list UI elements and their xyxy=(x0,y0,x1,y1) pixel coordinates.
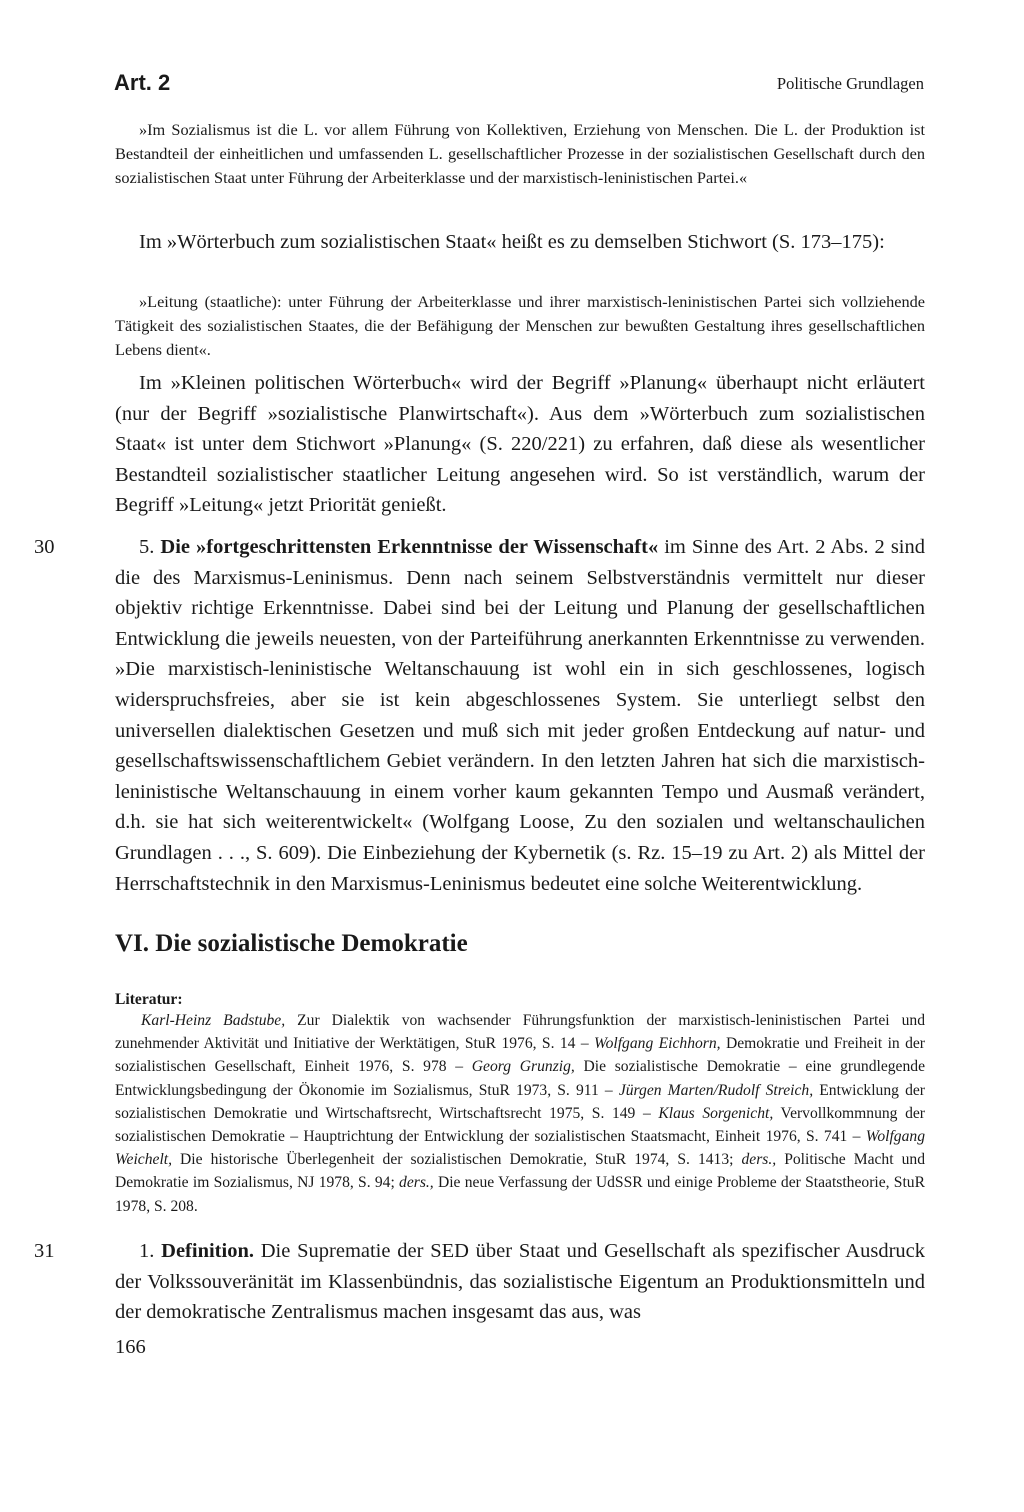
page-number: 166 xyxy=(115,1336,146,1358)
margin-number-30: 30 xyxy=(34,536,55,558)
section-31-text: Die Suprematie der SED über Staat und Gesellschaft als spezifischer Ausdruck der Volkssouveränität im Klassenbündnis, das sozialistische Eigentum an Produktionsmitteln und der demokratische Zentralismus machen insgesamt das aus, was xyxy=(115,1240,926,1324)
lit-author: Wolfgang Eichhorn, xyxy=(594,1035,721,1053)
quote-1: »Im Sozialismus ist die L. vor allem Führung von Kollektiven, Erziehung von Menschen. Die L. der Produktion ist Bestandteil der einheitlichen und umfassenden L. gesellschaftlicher Prozesse in der sozialistischen Gesellschaft durch den sozialistischen Staat unter Führung der Arbeiterklasse und der marxistisch-leninistischen Partei.« xyxy=(115,120,925,187)
lit-text: Die historische Überlegenheit der sozialistischen Demokratie, StuR 1974, S. 1413; xyxy=(172,1151,742,1169)
running-head: Politische Grundlagen xyxy=(776,74,924,93)
section-30-lead: 5. xyxy=(139,536,161,558)
paragraph-block-1 xyxy=(115,227,925,258)
lit-author: Jürgen Marten/Rudolf Streich, xyxy=(618,1081,814,1099)
quote-2: »Leitung (staatliche): unter Führung der Arbeiterklasse und ihrer marxistisch-leninistischen Partei sich vollziehende Tätigkeit des sozialistischen Staates, die der Befähigung der Menschen zur bewußten Gestaltung ihres gesellschaftlichen Lebens dient«. xyxy=(115,292,925,359)
paragraph-block-2 xyxy=(115,368,925,521)
article-label: Art. 2 xyxy=(114,70,171,95)
lit-author: Karl-Heinz Badstube, xyxy=(141,1012,286,1029)
paragraph-1: Im »Wörterbuch zum sozialistischen Staat« heißt es zu demselben Stichwort (S. 173–175): xyxy=(139,231,885,253)
margin-number-31: 31 xyxy=(34,1240,55,1262)
lit-text: Demokratie und Freiheit in der sozialistischen Gesellschaft, Einheit 1976, S. 978 – xyxy=(115,1035,926,1076)
section-30-text: im Sinne des Art. 2 Abs. 2 sind die des Marxismus-Leninismus. Denn nach seinem Selbstverständnis vermittelt nur dieser objektiv richtige Erkenntnisse. Dabei sind bei der Leitung und Planung der gesellschaftlichen Entwicklung die jeweils neuesten, von der Parteiführung anerkannten Erkenntnisse zu verwenden. »Die marxistisch-leninistische Weltanschauung ist wohl ein in sich geschlossenes, logisch widerspruchsfreies, aber sie ist kein abgeschlossenes System. Sie unterliegt selbst den universellen dialektischen Gesetzen und muß sich mit jeder großen Entdeckung auf natur- und gesellschaftswissenschaftlichem Gebiet verändern. In den letzten Jahren hat sich die marxistisch-leninistische Weltanschauung in einem vorher kaum gekannten Tempo und Ausmaß verändert, d.h. sie hat sich weiterentwickelt« (Wolfgang Loose, Zu den sozialen und weltanschaulichen Grundlagen . . ., S. 609). Die Einbeziehung der Kybernetik (s. Rz. 15–19 zu Art. 2) als Mittel der Herrschaftstechnik in den Marxismus-Leninismus bedeutet eine solche Weiterentwicklung. xyxy=(115,536,925,895)
lit-text: Zur Dialektik von wachsender Führungsfunktion der marxistisch-leninistischen Partei und zunehmender Aktivität und Initiative der Werktätigen, StuR 1976, S. 14 – xyxy=(115,1012,925,1053)
quote-block-1 xyxy=(115,118,925,190)
lit-author: Klaus Sorgenicht, xyxy=(658,1104,774,1122)
lit-author: ders., xyxy=(399,1174,434,1192)
section-30 xyxy=(115,532,925,899)
section-30-paragraph xyxy=(115,532,925,899)
lit-text: Entwicklung der sozialistischen Demokratie und Wirtschaftsrecht, Wirtschaftsrecht 1975, S. 149 – xyxy=(115,1081,925,1122)
lit-author: Wolfgang Weichelt, xyxy=(115,1128,925,1169)
paragraph-2: Im »Kleinen politischen Wörterbuch« wird der Begriff »Planung« überhaupt nicht erläutert (nur der Begriff »sozialistische Planwirtschaft«). Aus dem »Wörterbuch zum sozialistischen Staat« ist unter dem Stichwort »Planung« (S. 220/221) zu erfahren, daß diese als wesentlicher Bestandteil sozialistischer staatlicher Leitung angesehen wird. So ist verständlich, warum der Begriff »Leitung« jetzt Priorität genießt. xyxy=(115,372,925,517)
section-31-paragraph xyxy=(115,1236,925,1328)
quote-block-2 xyxy=(115,290,925,362)
lit-author: ders., xyxy=(741,1151,777,1169)
lit-text: Politische Macht und Demokratie im Sozialismus, NJ 1978, S. 94; xyxy=(115,1151,925,1192)
literature-block xyxy=(115,991,925,1218)
section-30-title: Die »fortgeschrittensten Erkenntnisse der Wissenschaft« xyxy=(160,536,659,558)
lit-text: Vervollkommnung der sozialistischen Demokratie – Hauptrichtung der Entwicklung der sozialistischen Staatsmacht, Einheit 1976, S. 741 – xyxy=(115,1104,925,1146)
literature-entries xyxy=(115,1009,925,1218)
lit-text: Die neue Verfassung der UdSSR und einige Probleme der Staatstheorie, StuR 1978, S. 208. xyxy=(115,1174,925,1215)
lit-text: Die sozialistische Demokratie – eine grundlegende Entwicklungsbedingung der Ökonomie im Sozialismus, StuR 1973, S. 911 – xyxy=(115,1058,925,1099)
section-heading: VI. Die sozialistische Demokratie xyxy=(115,930,468,957)
section-31-title: Definition. xyxy=(161,1240,254,1262)
lit-author: Georg Grunzig, xyxy=(471,1058,575,1076)
section-31 xyxy=(115,1236,925,1328)
section-31-lead: 1. xyxy=(139,1240,162,1262)
literature-label: Literatur: xyxy=(115,991,183,1008)
